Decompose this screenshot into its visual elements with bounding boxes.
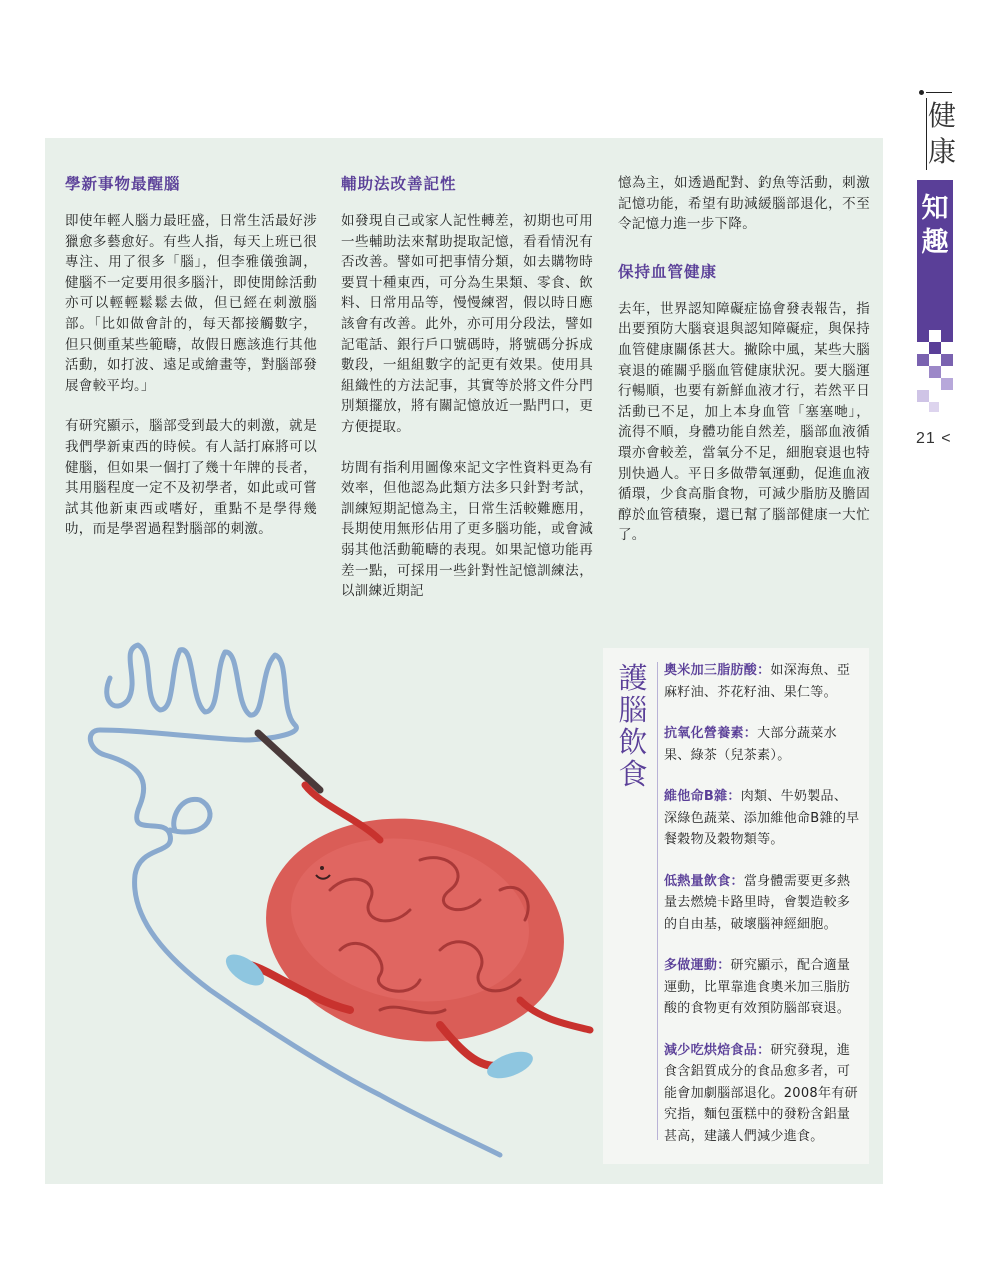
title-char: 飲: [618, 725, 648, 759]
paragraph: 如發現自己或家人記性轉差，初期也可用一些輔助法來幫助提取記憶，看看情況有否改善。譬如可把事情分類，如去購物時要買十種東西，可分為生果類、零食、飲料、日常用品等，慢慢練習，假以時日應該會有改善。此外，亦可用分段法，譬如記電話、銀行戶口號碼時，將號碼分拆成數段，一組組數字的記更有效果。使用具組織性的方法記事，其實等於將文件分門別類擺放，將有關記憶放近一點門口，更方便提取。: [341, 213, 593, 435]
item-term: 維他命B雜：: [664, 789, 741, 804]
item-term: 奧米加三脂肪酸：: [664, 663, 771, 678]
list-item: [664, 786, 860, 851]
item-text: 研究顯示，配合適量運動，比單靠進食奧米加三脂肪酸的食物更有效預防腦部衰退。: [664, 958, 851, 1016]
item-text: 研究發現，進食含鋁質成分的食品愈多者，可能會加劇腦部退化。2008年有研究指，麵包蛋糕中的發粉含鋁量甚高，建議人們減少進食。: [664, 1042, 858, 1144]
tab-marker-line: [926, 92, 952, 93]
title-char: 護: [618, 661, 648, 695]
item-term: 抗氧化營養素：: [664, 726, 758, 741]
section-tab-knowledge: [917, 180, 953, 330]
paragraph: 坊間有指利用圖像來記文字性資料更為有效率，但他認為此類方法多只針對考試，訓練短期記憶為主，日常生活較難應用，長期使用無形佔用了更多腦功能，或會減弱其他活動範疇的表現。如果記憶功能再差一點，可採用一些針對性記憶訓練法，以訓練近期記: [341, 459, 593, 600]
brain-illustration: [80, 630, 640, 1190]
heading-learn-new-things: 學新事物最醒腦: [65, 175, 181, 193]
tab-char: 知: [921, 193, 949, 224]
item-term: 多做運動：: [664, 958, 731, 973]
title-char: 食: [618, 757, 648, 791]
baton-stick: [258, 733, 320, 790]
tab-char: 康: [927, 135, 956, 168]
brain-diet-title: [616, 662, 650, 790]
brain-character: [248, 796, 582, 1065]
item-text: 當身體需要更多熱量去燃燒卡路里時，會製造較多的自由基，破壞腦神經細胞。: [664, 873, 851, 932]
column-2: [341, 173, 593, 622]
list-item: [664, 660, 860, 703]
heading-vascular-health: 保持血管健康: [618, 262, 718, 281]
list-item: [664, 723, 860, 766]
paragraph: 有研究顯示，腦部受到最大的刺激，就是我們學新東西的時候。有人話打麻將可以健腦，但如果一個打了幾十年牌的長者，其用腦程度一定不及初學者，如此或可嘗試其他新東西或嗜好，重點不是學得幾叻，而是學習過程對腦部的刺激。: [65, 418, 317, 538]
heading-memory-aids: 輔助法改善記性: [341, 175, 457, 193]
item-text: 如深海魚、亞麻籽油、芥花籽油、果仁等。: [664, 663, 851, 700]
page-number: 21 <: [916, 430, 952, 447]
tab-char: 健: [927, 99, 956, 132]
paragraph: 即使年輕人腦力最旺盛，日常生活最好涉獵愈多藝愈好。有些人指，每天上班已很專注、用了很多「腦」，但李雅儀強調，健腦不一定要用很多腦汁，即使閒餘活動亦可以輕輕鬆鬆去做，但已經在刺激腦部。「比如做會計的，每天都接觸數字，但只側重某些範疇，故假日應該進行其他活動，如打波、遠足或繪畫等，對腦部發展會較平均。」: [65, 213, 317, 394]
paragraph: 去年，世界認知障礙症協會發表報告，指出要預防大腦衰退與認知障礙症，與保持血管健康關係甚大。撇除中風，某些大腦衰退的確關乎腦血管健康狀況。要大腦運行暢順，也要有新鮮血液才行，若然平日活動已不足，加上本身血管「塞塞哋」，流得不順，身體功能自然差，腦部血液循環亦會較差，當氧分不足，細胞衰退也特別快過人。平日多做帶氧運動，促進血液循環，少食高脂食物，可減少脂肪及膽固醇於血管積聚，還已幫了腦部健康一大忙了。: [618, 300, 870, 544]
column-1: [65, 173, 317, 560]
column-3: [618, 173, 870, 566]
list-item: [664, 955, 860, 1020]
item-term: 低熱量飲食：: [664, 873, 744, 889]
section-tab-health: [926, 98, 957, 170]
item-text: 大部分蔬菜水果、綠茶（兒茶素）。: [664, 726, 837, 763]
paragraph: 憶為主，如透過配對、釣魚等活動，刺激記憶功能，希望有助減緩腦部退化，不至令記憶力進一步下降。: [618, 175, 870, 233]
divider: [657, 662, 658, 1140]
list-item: [664, 1040, 860, 1148]
brain-diet-list: [664, 660, 860, 1167]
item-term: 減少吃烘焙食品：: [664, 1042, 771, 1058]
tab-marker-dot: [919, 90, 924, 95]
list-item: [664, 871, 860, 936]
item-text: 肉類、牛奶製品、深綠色蔬菜、添加維他命B雜的早餐穀物及穀物類等。: [664, 789, 860, 847]
title-char: 腦: [618, 693, 648, 727]
tab-char: 趣: [921, 227, 949, 258]
